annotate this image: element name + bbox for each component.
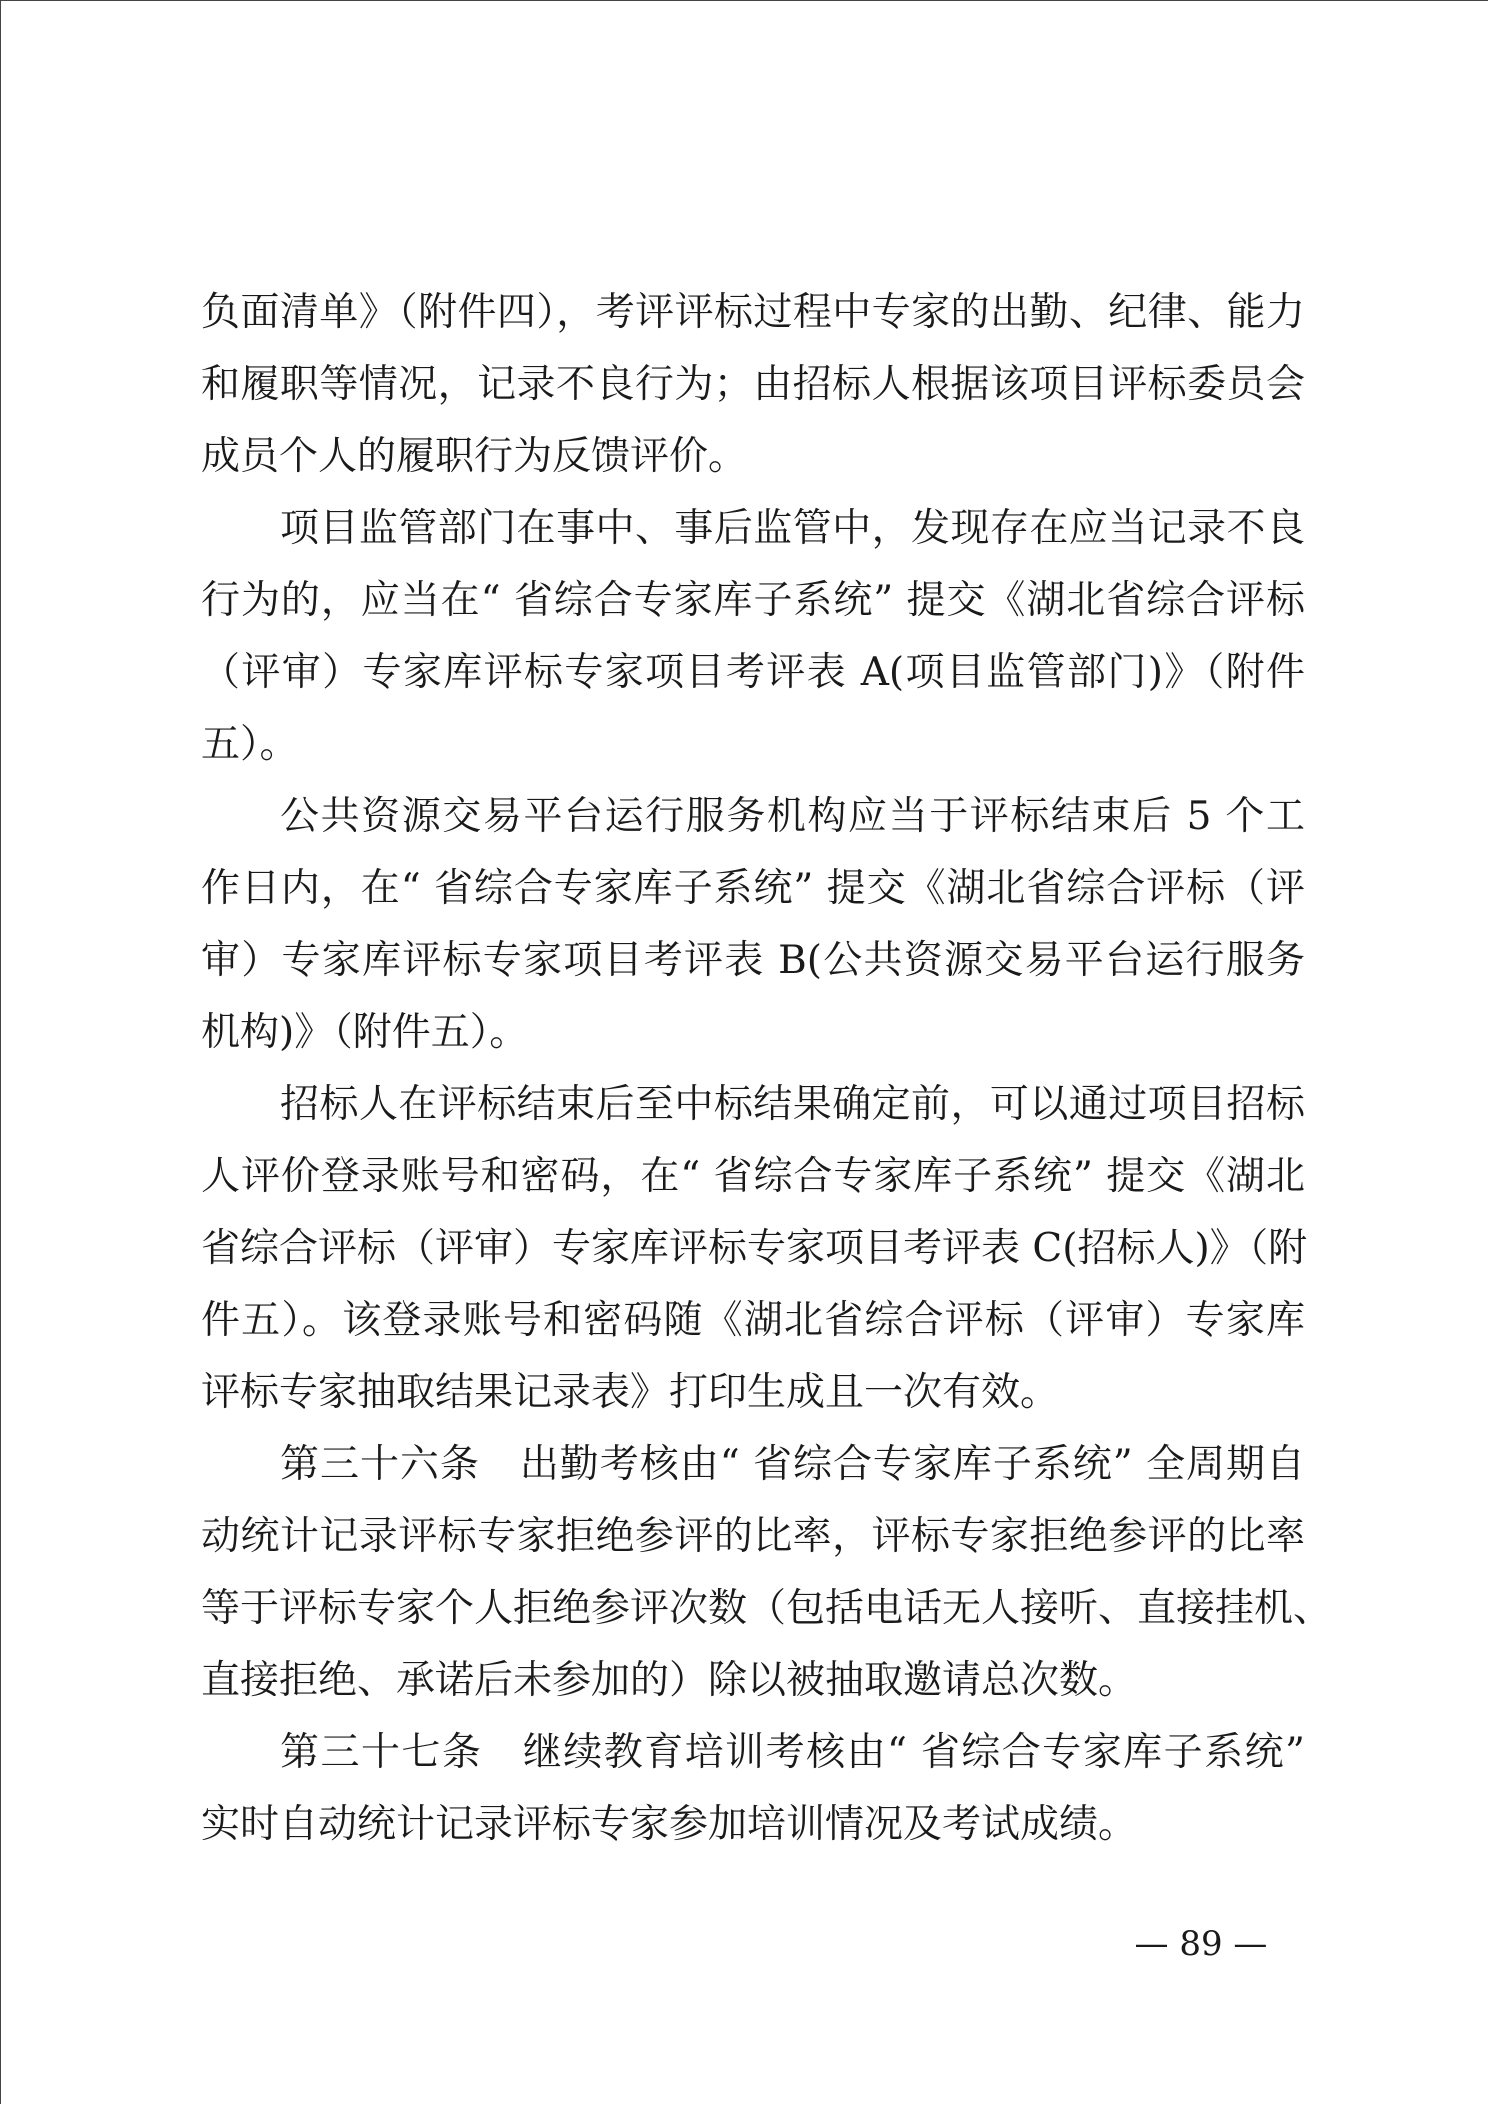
text-line: 件五）。该登录账号和密码随《湖北省综合评标（评审）专家库: [201, 1298, 1305, 1343]
text-line: （评审）专家库评标专家项目考评表 A(项目监管部门)》（附件: [201, 650, 1305, 695]
text-line: 招标人在评标结束后至中标结果确定前，可以通过项目招标: [280, 1082, 1305, 1127]
text-line: 成员个人的履职行为反馈评价。: [201, 434, 748, 479]
page-number: — 89 —: [1134, 1924, 1268, 1964]
text-line: 第三十七条 继续教育培训考核由“ 省综合专家库子系统”: [280, 1730, 1305, 1775]
text-line: 负面清单》（附件四），考评评标过程中专家的出勤、纪律、能力: [201, 290, 1305, 335]
body-text: [201, 277, 1333, 1861]
text-line: 项目监管部门在事中、事后监管中，发现存在应当记录不良: [280, 506, 1305, 551]
text-line: 第三十六条 出勤考核由“ 省综合专家库子系统” 全周期自: [280, 1442, 1305, 1487]
text-line: 等于评标专家个人拒绝参评次数（包括电话无人接听、直接挂机、: [201, 1586, 1333, 1631]
text-line: 审）专家库评标专家项目考评表 B(公共资源交易平台运行服务: [201, 938, 1305, 983]
text-line: 五）。: [201, 722, 299, 767]
text-line: 机构)》（附件五）。: [201, 1010, 529, 1055]
text-line: 公共资源交易平台运行服务机构应当于评标结束后 5 个工: [280, 794, 1305, 839]
text-line: 实时自动统计记录评标专家参加培训情况及考试成绩。: [201, 1802, 1138, 1847]
text-line: 行为的，应当在“ 省综合专家库子系统” 提交《湖北省综合评标: [201, 578, 1305, 623]
text-line: 省综合评标（评审）专家库评标专家项目考评表 C(招标人)》（附: [201, 1226, 1308, 1271]
text-line: 作日内，在“ 省综合专家库子系统” 提交《湖北省综合评标（评: [201, 866, 1305, 911]
text-line: 和履职等情况，记录不良行为；由招标人根据该项目评标委员会: [201, 362, 1305, 407]
text-line: 直接拒绝、承诺后未参加的）除以被抽取邀请总次数。: [201, 1658, 1138, 1703]
text-line: 动统计记录评标专家拒绝参评的比率，评标专家拒绝参评的比率: [201, 1514, 1305, 1559]
text-line: 评标专家抽取结果记录表》打印生成且一次有效。: [201, 1370, 1060, 1415]
text-line: 人评价登录账号和密码，在“ 省综合专家库子系统” 提交《湖北: [201, 1154, 1305, 1199]
